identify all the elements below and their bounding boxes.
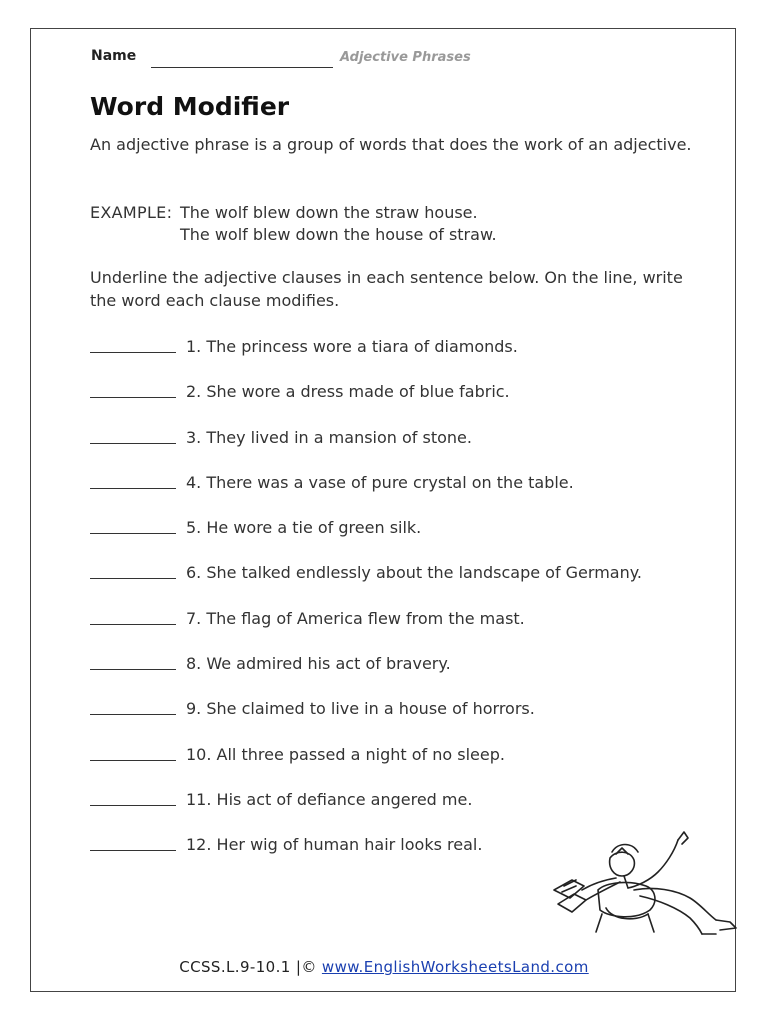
worksheet-title: Word Modifier bbox=[90, 92, 290, 121]
example-label: EXAMPLE: bbox=[90, 203, 173, 222]
exercise-sentence: 7. The flag of America flew from the mast. bbox=[186, 608, 525, 628]
standard-code: CCSS.L.9-10.1 |© bbox=[179, 958, 317, 976]
answer-blank[interactable] bbox=[90, 698, 176, 715]
exercise-sentence: 1. The princess wore a tiara of diamonds. bbox=[186, 337, 518, 356]
worksheet-subject: Adjective Phrases bbox=[340, 50, 471, 65]
exercise-sentence: 5. He wore a tie of green silk. bbox=[186, 518, 422, 538]
exercise-sentence: 8. We admired his act of bravery. bbox=[186, 654, 451, 674]
example-line-1 bbox=[90, 202, 497, 224]
exercise-item bbox=[90, 381, 710, 426]
website-link[interactable]: www.EnglishWorksheetsLand.com bbox=[321, 958, 589, 976]
answer-blank[interactable] bbox=[90, 427, 176, 444]
exercise-sentence: 9. She claimed to live in a house of horrors. bbox=[186, 699, 535, 719]
exercise-item bbox=[90, 336, 710, 381]
answer-blank[interactable] bbox=[90, 653, 176, 670]
answer-blank[interactable] bbox=[90, 789, 176, 806]
answer-blank[interactable] bbox=[90, 381, 176, 398]
exercise-item bbox=[90, 698, 710, 743]
answer-blank[interactable] bbox=[90, 834, 176, 851]
intro-paragraph: An adjective phrase is a group of words that does the work of an adjective. bbox=[90, 135, 692, 154]
example-block bbox=[90, 202, 497, 246]
name-label: Name bbox=[91, 48, 137, 64]
exercise-item bbox=[90, 608, 710, 653]
exercise-sentence: 11. His act of defiance angered me. bbox=[186, 789, 473, 809]
answer-blank[interactable] bbox=[90, 562, 176, 579]
answer-blank[interactable] bbox=[90, 517, 176, 534]
answer-blank[interactable] bbox=[90, 336, 176, 353]
exercise-sentence: 3. They lived in a mansion of stone. bbox=[186, 427, 472, 447]
example-sentence-1: The wolf blew down the straw house. bbox=[180, 203, 478, 222]
exercise-sentence: 4. There was a vase of pure crystal on the table. bbox=[186, 472, 574, 492]
exercise-item bbox=[90, 744, 710, 789]
exercise-item bbox=[90, 517, 710, 562]
exercise-item bbox=[90, 427, 710, 472]
exercise-sentence: 2. She wore a dress made of blue fabric. bbox=[186, 382, 510, 402]
exercise-item bbox=[90, 472, 710, 517]
exercise-item bbox=[90, 562, 710, 607]
reading-boy-illustration bbox=[550, 828, 740, 938]
exercise-sentence: 6. She talked endlessly about the landscape of Germany. bbox=[186, 563, 642, 583]
answer-blank[interactable] bbox=[90, 472, 176, 489]
footer bbox=[0, 958, 768, 976]
name-row bbox=[91, 48, 511, 70]
answer-blank[interactable] bbox=[90, 608, 176, 625]
instructions-paragraph: Underline the adjective clauses in each sentence below. On the line, write the word each clause modifies. bbox=[90, 268, 683, 310]
exercise-item bbox=[90, 653, 710, 698]
answer-blank[interactable] bbox=[90, 744, 176, 761]
example-sentence-2: The wolf blew down the house of straw. bbox=[180, 225, 497, 244]
name-blank-line bbox=[151, 67, 333, 68]
exercise-list bbox=[90, 336, 710, 880]
exercise-sentence: 12. Her wig of human hair looks real. bbox=[186, 835, 483, 855]
exercise-sentence: 10. All three passed a night of no sleep. bbox=[186, 744, 505, 764]
